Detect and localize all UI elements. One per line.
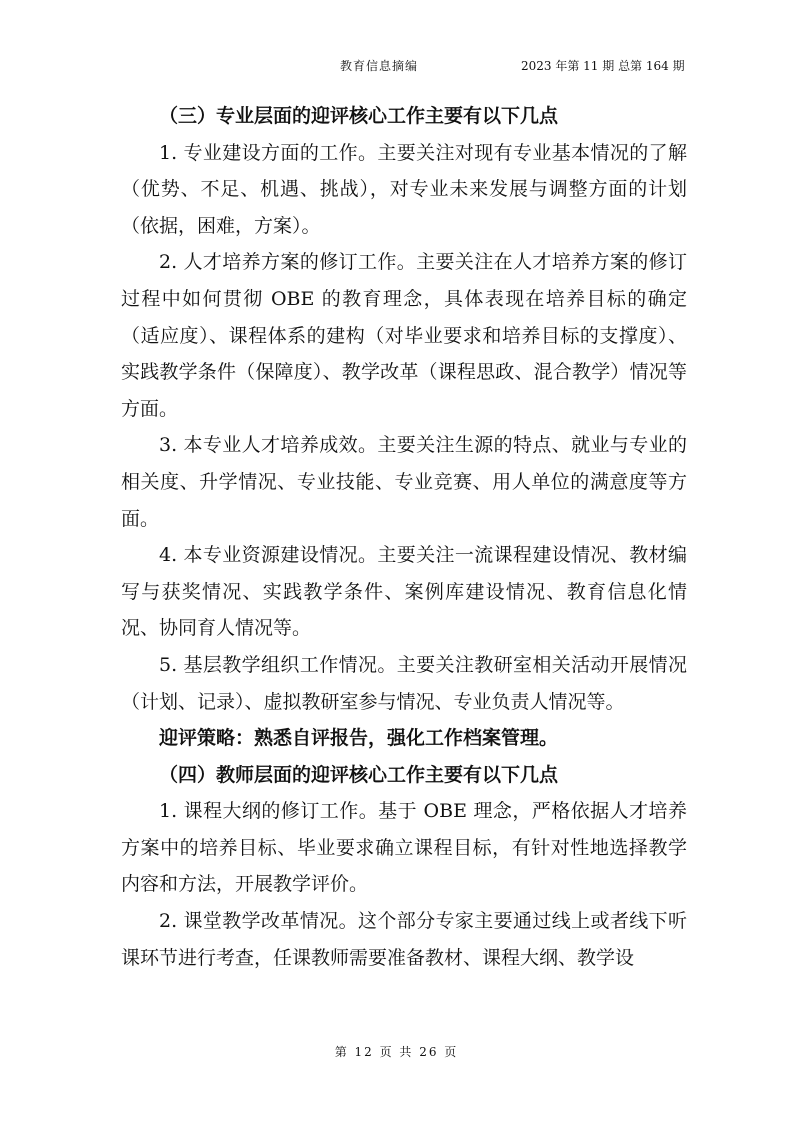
issue-number: 2023 年第 11 期 总第 164 期 [521,59,685,73]
publication-title: 教育信息摘编 [340,59,419,73]
paragraph-item: 1. 专业建设方面的工作。主要关注对现有专业基本情况的了解（优势、不足、机遇、挑战），对专业未来发展与调整方面的计划（依据，困难，方案）。 [121,141,687,237]
paragraph-item: 3. 本专业人才培养成效。主要关注生源的特点、就业与专业的相关度、升学情况、专业技能、专业竞赛、用人单位的满意度等方面。 [121,434,687,530]
paragraph-item: 4. 本专业资源建设情况。主要关注一流课程建设情况、教材编写与获奖情况、实践教学条件、案例库建设情况、教育信息化情况、协同育人情况等。 [121,544,687,640]
page-footer: 第 12 页 共 26 页 [334,1045,459,1059]
page-header [0,57,793,77]
section-heading-teacher: （四）教师层面的迎评核心工作主要有以下几点 [159,763,559,786]
page-body [121,98,687,976]
strategy-statement: 迎评策略：熟悉自评报告，强化工作档案管理。 [159,727,559,750]
paragraph-item: 2. 人才培养方案的修订工作。主要关注在人才培养方案的修订过程中如何贯彻 OBE 的教育理念，具体表现在培养目标的确定（适应度）、课程体系的建构（对毕业要求和培养目标的支撑度）、实践教学条件（保障度）、教学改革（课程思政、混合教学）情况等方面。 [121,251,687,420]
paragraph-item: 5. 基层教学组织工作情况。主要关注教研室相关活动开展情况（计划、记录）、虚拟教研室参与情况、专业负责人情况等。 [121,653,687,713]
paragraph-item: 1. 课程大纲的修订工作。基于 OBE 理念，严格依据人才培养方案中的培养目标、毕业要求确立课程目标，有针对性地选择教学内容和方法，开展教学评价。 [121,800,687,896]
section-heading-professional: （三）专业层面的迎评核心工作主要有以下几点 [159,105,559,127]
paragraph-item: 2. 课堂教学改革情况。这个部分专家主要通过线上或者线下听课环节进行考查，任课教师需要准备教材、课程大纲、教学设 [121,910,687,969]
